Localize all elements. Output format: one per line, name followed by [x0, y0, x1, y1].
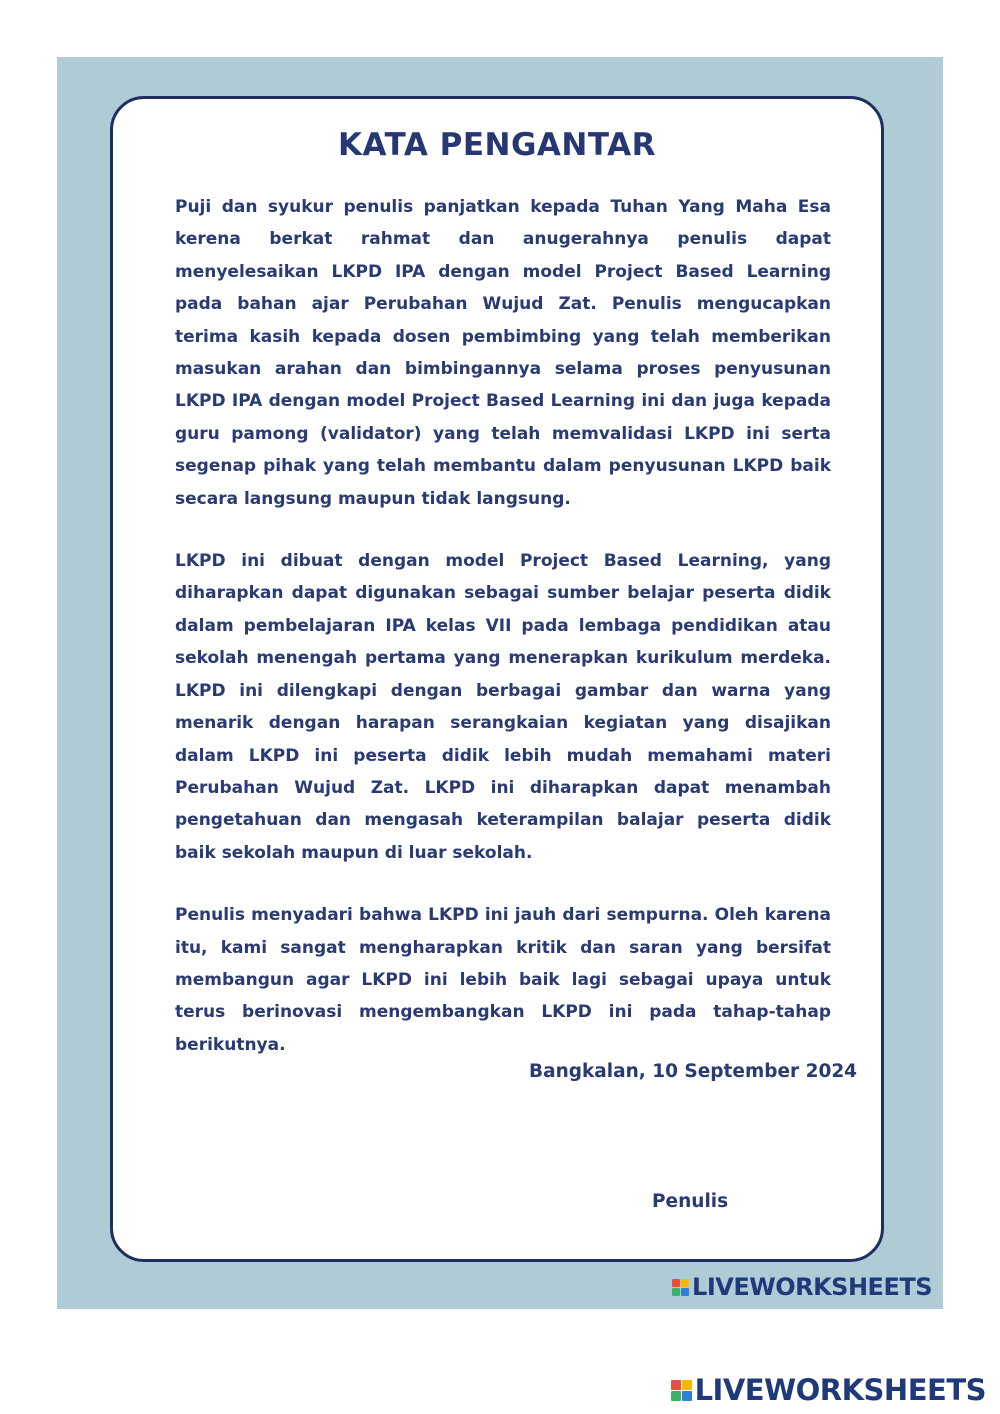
- inner-brand-text: LIVEWORKSHEETS: [692, 1273, 932, 1301]
- inner-brand-logo: [672, 1273, 932, 1301]
- paragraph-3: Penulis menyadari bahwa LKPD ini jauh dari sempurna. Oleh karena itu, kami sangat mengharapkan kritik dan saran yang bersifat membangun agar LKPD ini lebih baik lagi sebagai upaya untuk terus berinovasi mengembangkan LKPD ini pada tahap-tahap berikutnya.: [175, 905, 831, 1055]
- outer-brand-text: LIVEWORKSHEETS: [694, 1373, 986, 1407]
- paragraph-2: LKPD ini dibuat dengan model Project Based Learning, yang diharapkan dapat digunakan sebagai sumber belajar peserta didik dalam pembelajaran IPA kelas VII pada lembaga pendidikan atau sekolah menengah pertama yang menerapkan kurikulum merdeka. LKPD ini dilengkapi dengan berbagai gambar dan warna yang menarik dengan harapan serangkaian kegiatan yang disajikan dalam LKPD ini peserta didik lebih mudah memahami materi Perubahan Wujud Zat. LKPD ini diharapkan dapat menambah pengetahuan dan mengasah keterampilan balajar peserta didik baik sekolah maupun di luar sekolah.: [175, 551, 831, 863]
- worksheet-page: [57, 57, 943, 1309]
- body-text: [175, 191, 831, 1061]
- page-title: KATA PENGANTAR: [338, 127, 656, 163]
- liveworksheets-logo-icon: [672, 1279, 689, 1296]
- content-card: [110, 96, 884, 1262]
- place-date: Bangkalan, 10 September 2024: [529, 1061, 858, 1082]
- liveworksheets-logo-icon: [671, 1380, 692, 1401]
- paragraph-1: Puji dan syukur penulis panjatkan kepada Tuhan Yang Maha Esa kerena berkat rahmat dan anugerahnya penulis dapat menyelesaikan LKPD IPA dengan model Project Based Learning pada bahan ajar Perubahan Wujud Zat. Penulis mengucapkan terima kasih kepada dosen pembimbing yang telah memberikan masukan arahan dan bimbingannya selama proses penyusunan LKPD IPA dengan model Project Based Learning ini dan juga kepada guru pamong (validator) yang telah memvalidasi LKPD ini serta segenap pihak yang telah membantu dalam penyusunan LKPD baik secara langsung maupun tidak langsung.: [175, 197, 831, 509]
- signer: Penulis: [652, 1191, 729, 1212]
- outer-brand-logo[interactable]: [671, 1373, 986, 1407]
